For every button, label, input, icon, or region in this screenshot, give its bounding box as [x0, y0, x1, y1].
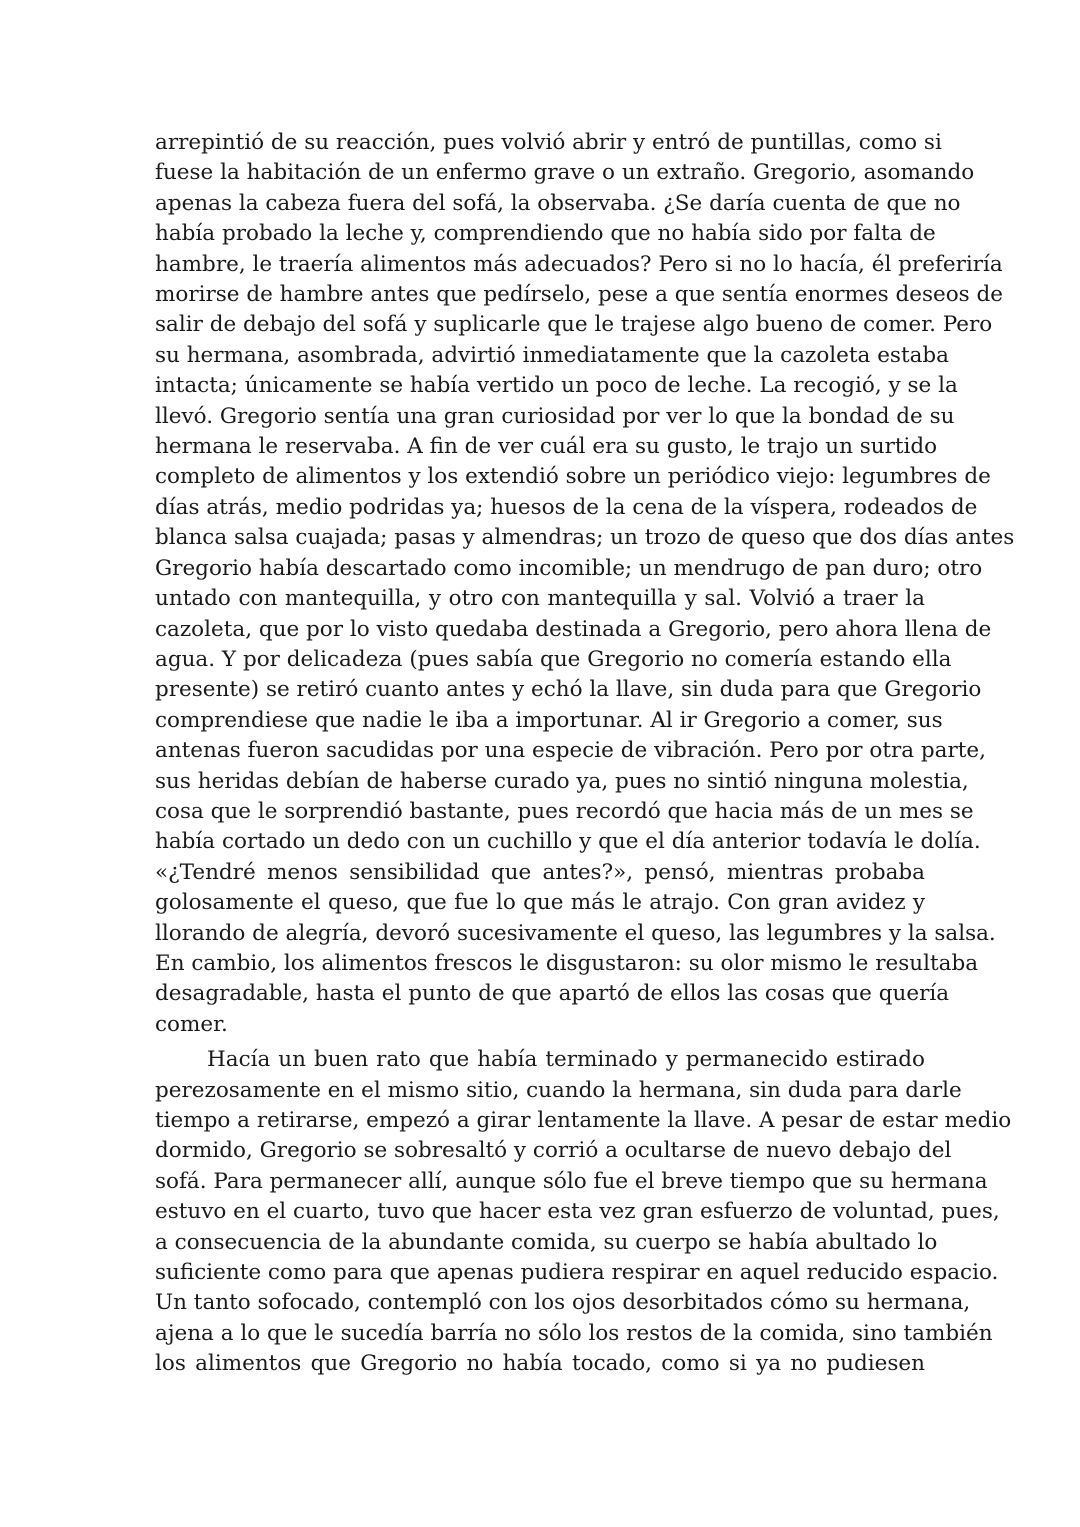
text-line: presente) se retiró cuanto antes y echó la llave, sin duda para que Gregorio: [155, 677, 982, 703]
text-line: a consecuencia de la abundante comida, su cuerpo se había abultado lo: [155, 1229, 938, 1255]
text-line: Un tanto sofocado, contempló con los ojos desorbitados cómo su hermana,: [155, 1290, 971, 1316]
text-line: morirse de hambre antes que pedírselo, pese a que sentía enormes deseos de: [155, 282, 1004, 308]
text-line: los alimentos que Gregorio no había tocado, como si ya no pudiesen: [155, 1351, 925, 1377]
text-line: suficiente como para que apenas pudiera respirar en aquel reducido espacio.: [155, 1260, 999, 1286]
text-line: apenas la cabeza fuera del sofá, la observaba. ¿Se daría cuenta de que no: [155, 190, 961, 216]
text-line: tiempo a retirarse, empezó a girar lentamente la llave. A pesar de estar medio: [155, 1108, 1012, 1133]
text-line: perezosamente en el mismo sitio, cuando la hermana, sin duda para darle: [155, 1077, 962, 1103]
text-line: llorando de alegría, devoró sucesivamente el queso, las legumbres y la salsa.: [155, 920, 996, 946]
text-line: fuese la habitación de un enfermo grave o un extraño. Gregorio, asomando: [155, 160, 975, 186]
text-line: golosamente el queso, que fue lo que más le atrajo. Con gran avidez y: [155, 890, 925, 916]
text-line: ajena a lo que le sucedía barría no sólo los restos de la comida, sino también: [155, 1320, 993, 1346]
text-line: cosa que le sorprendió bastante, pues recordó que hacia más de un mes se: [155, 798, 974, 824]
text-line: untado con mantequilla, y otro con mantequilla y sal. Volvió a traer la: [155, 586, 925, 612]
text-line: estuvo en el cuarto, tuvo que hacer esta vez gran esfuerzo de voluntad, pues,: [155, 1199, 1000, 1225]
text-line: comer.: [155, 1011, 228, 1037]
text-line: comprendiese que nadie le iba a importunar. Al ir Gregorio a comer, sus: [155, 707, 943, 733]
text-line: hambre, le traería alimentos más adecuados? Pero si no lo hacía, él preferiría: [155, 251, 1003, 277]
text-line: llevó. Gregorio sentía una gran curiosidad por ver lo que la bondad de su: [155, 403, 955, 429]
text-line: su hermana, asombrada, advirtió inmediatamente que la cazoleta estaba: [155, 342, 949, 368]
text-line: dormido, Gregorio se sobresaltó y corrió a ocultarse de nuevo debajo del: [155, 1138, 952, 1164]
text-line: había probado la leche y, comprendiendo que no había sido por falta de: [155, 221, 936, 247]
text-line: Hacía un buen rato que había terminado y permanecido estirado: [207, 1047, 925, 1073]
text-line: completo de alimentos y los extendió sobre un periódico viejo: legumbres de: [155, 464, 991, 490]
paragraph: [155, 128, 1015, 1040]
text-line: agua. Y por delicadeza (pues sabía que Gregorio no comería estando ella: [155, 646, 952, 672]
text-line: desagradable, hasta el punto de que apartó de ellos las cosas que quería: [155, 981, 950, 1007]
document-page: [155, 128, 1015, 1380]
text-line: días atrás, medio podridas ya; huesos de la cena de la víspera, rodeados de: [155, 494, 978, 520]
text-line: hermana le reservaba. A fin de ver cuál era su gusto, le trajo un surtido: [155, 434, 938, 460]
text-line: cazoleta, que por lo visto quedaba destinada a Gregorio, pero ahora llena de: [155, 616, 992, 642]
text-line: Gregorio había descartado como incomible; un mendrugo de pan duro; otro: [155, 555, 983, 581]
text-line: En cambio, los alimentos frescos le disgustaron: su olor mismo le resultaba: [155, 950, 979, 976]
text-line: sofá. Para permanecer allí, aunque sólo fue el breve tiempo que su hermana: [155, 1168, 988, 1194]
text-line: antenas fueron sacudidas por una especie de vibración. Pero por otra parte,: [155, 738, 986, 764]
text-line: arrepintió de su reacción, pues volvió abrir y entró de puntillas, como si: [155, 130, 942, 155]
paragraph: [155, 1045, 1012, 1379]
text-line: intacta; únicamente se había vertido un poco de leche. La recogió, y se la: [155, 373, 958, 399]
text-line: sus heridas debían de haberse curado ya, pues no sintió ninguna molestia,: [155, 768, 969, 794]
text-line: «¿Tendré menos sensibilidad que antes?», pensó, mientras probaba: [155, 859, 925, 885]
text-line: blanca salsa cuajada; pasas y almendras; un trozo de queso que dos días antes: [155, 525, 1015, 551]
text-line: salir de debajo del sofá y suplicarle que le trajese algo bueno de comer. Pero: [155, 312, 993, 338]
text-line: había cortado un dedo con un cuchillo y que el día anterior todavía le dolía.: [155, 829, 981, 855]
